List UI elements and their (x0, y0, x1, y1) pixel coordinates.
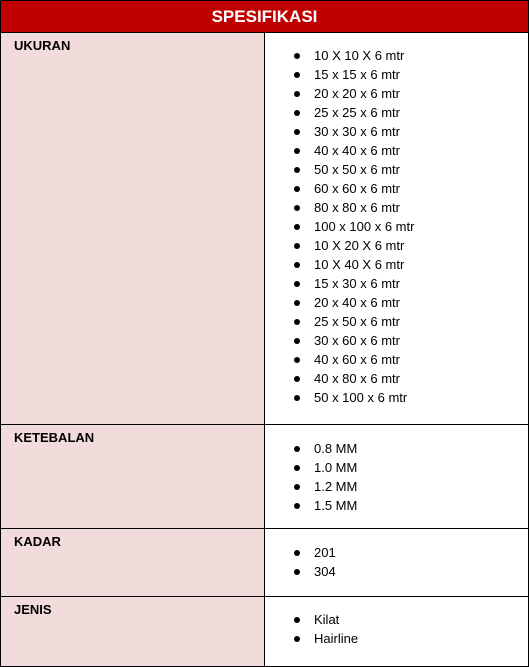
row-label: KADAR (1, 529, 265, 597)
list-item-text: 40 x 40 x 6 mtr (314, 143, 400, 158)
header-row (1, 1, 529, 33)
row-jenis (1, 597, 529, 667)
bullet-icon (294, 72, 300, 78)
bullet-icon (294, 484, 300, 490)
list-item (265, 543, 528, 562)
list-item-text: 1.2 MM (314, 479, 358, 494)
list-item-text: 304 (314, 564, 336, 579)
bullet-icon (294, 148, 300, 154)
bullet-icon (294, 91, 300, 97)
bullet-icon (294, 300, 300, 306)
bullet-icon (294, 357, 300, 363)
list-item-text: 10 X 10 X 6 mtr (314, 48, 405, 63)
bullet-icon (294, 395, 300, 401)
row-label: KETEBALAN (1, 425, 265, 529)
bullet-icon (294, 446, 300, 452)
list-item (265, 103, 528, 122)
bullet-icon (294, 129, 300, 135)
list-item (265, 179, 528, 198)
bullet-icon (294, 503, 300, 509)
list-item-text: 30 x 30 x 6 mtr (314, 124, 400, 139)
bullet-list (265, 46, 528, 407)
bullet-icon (294, 167, 300, 173)
bullet-icon (294, 53, 300, 59)
table-title: SPESIFIKASI (1, 1, 529, 33)
bullet-icon (294, 205, 300, 211)
row-ketebalan (1, 425, 529, 529)
bullet-icon (294, 617, 300, 623)
list-item-text: 10 X 20 X 6 mtr (314, 238, 405, 253)
list-item-text: 15 x 15 x 6 mtr (314, 67, 400, 82)
list-item (265, 141, 528, 160)
list-item (265, 255, 528, 274)
list-item-text: 30 x 60 x 6 mtr (314, 333, 400, 348)
list-item-text: Hairline (314, 631, 359, 646)
list-item-text: 1.5 MM (314, 498, 358, 513)
bullet-icon (294, 110, 300, 116)
list-item-text: 40 x 60 x 6 mtr (314, 352, 400, 367)
bullet-list (265, 439, 528, 515)
list-item-text: 100 x 100 x 6 mtr (314, 219, 415, 234)
list-item (265, 198, 528, 217)
list-item-text: 20 x 20 x 6 mtr (314, 86, 400, 101)
row-values (265, 597, 529, 667)
list-item (265, 458, 528, 477)
list-item (265, 160, 528, 179)
bullet-icon (294, 186, 300, 192)
list-item-text: 25 x 25 x 6 mtr (314, 105, 400, 120)
list-item-text: 10 X 40 X 6 mtr (314, 257, 405, 272)
list-item (265, 236, 528, 255)
list-item-text: Kilat (314, 612, 340, 627)
list-item (265, 496, 528, 515)
list-item (265, 312, 528, 331)
list-item-text: 80 x 80 x 6 mtr (314, 200, 400, 215)
bullet-icon (294, 319, 300, 325)
row-ukuran (1, 33, 529, 425)
list-item (265, 331, 528, 350)
list-item (265, 122, 528, 141)
list-item (265, 388, 528, 407)
list-item-text: 60 x 60 x 6 mtr (314, 181, 400, 196)
list-item-text: 40 x 80 x 6 mtr (314, 371, 400, 386)
list-item-text: 50 x 50 x 6 mtr (314, 162, 400, 177)
row-label: JENIS (1, 597, 265, 667)
list-item (265, 274, 528, 293)
list-item-text: 0.8 MM (314, 441, 358, 456)
row-values (265, 425, 529, 529)
list-item (265, 477, 528, 496)
list-item (265, 629, 528, 648)
list-item-text: 50 x 100 x 6 mtr (314, 390, 408, 405)
list-item (265, 369, 528, 388)
row-kadar (1, 529, 529, 597)
list-item (265, 350, 528, 369)
bullet-list (265, 610, 528, 648)
list-item-text: 201 (314, 545, 336, 560)
row-label: UKURAN (1, 33, 265, 425)
bullet-list (265, 543, 528, 581)
bullet-icon (294, 338, 300, 344)
bullet-icon (294, 465, 300, 471)
list-item (265, 84, 528, 103)
row-values (265, 33, 529, 425)
bullet-icon (294, 569, 300, 575)
bullet-icon (294, 636, 300, 642)
list-item (265, 610, 528, 629)
bullet-icon (294, 224, 300, 230)
bullet-icon (294, 550, 300, 556)
list-item (265, 439, 528, 458)
list-item-text: 15 x 30 x 6 mtr (314, 276, 400, 291)
list-item-text: 20 x 40 x 6 mtr (314, 295, 400, 310)
row-values (265, 529, 529, 597)
bullet-icon (294, 281, 300, 287)
list-item (265, 46, 528, 65)
list-item (265, 217, 528, 236)
list-item-text: 25 x 50 x 6 mtr (314, 314, 400, 329)
list-item-text: 1.0 MM (314, 460, 358, 475)
bullet-icon (294, 243, 300, 249)
list-item (265, 293, 528, 312)
list-item (265, 562, 528, 581)
list-item (265, 65, 528, 84)
bullet-icon (294, 376, 300, 382)
bullet-icon (294, 262, 300, 268)
